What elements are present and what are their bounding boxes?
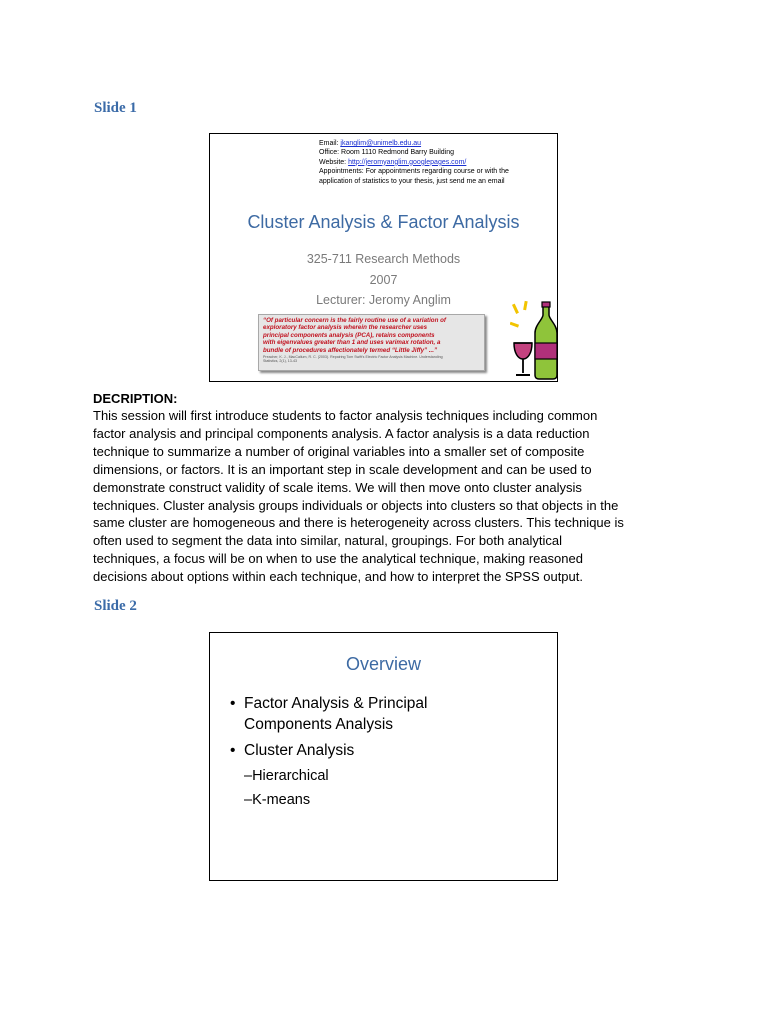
quote-text: “Of particular concern is the fairly routine use of a variation of exploratory factor analysis wherein the researcher uses principal components analysis (PCA), retains components with eigenvalues greater than 1 and uses varimax rotation, a bundle of procedures affectionately termed “Little Jiffy” ...” — [263, 317, 446, 354]
appointments-text-1: Appointments: For appointments regarding course or with the — [319, 168, 509, 176]
bullet-icon: • — [230, 695, 236, 712]
slide-1-heading: Slide 1 — [94, 100, 137, 116]
list-item: • Cluster Analysis — [230, 742, 355, 759]
sub-item-kmeans: –K-means — [244, 792, 311, 808]
contact-info: Email: jkanglim@unimelb.edu.au Office: Room 1110 Redmond Barry Building Website: http://jeromyanglim.googlepages.com/ Appointments: For appointments regarding course or with the application of statistics to your thesis, just send me an email — [319, 139, 555, 186]
course-year: 2007 — [369, 273, 398, 287]
slide-2-heading: Slide 2 — [94, 598, 137, 614]
course-code: 325-711 Research Methods — [306, 252, 461, 266]
quote-citation: Preacher, K. J., MacCallum, R. C. (2003). Repairing Tom Swift's Electric Factor Analysis Machine. Understanding Statistics, 2(1), 13-43 — [263, 355, 443, 364]
slide-1-thumbnail — [209, 133, 558, 382]
list-item: • Factor Analysis & Principal Components Analysis — [230, 695, 428, 733]
sub-item-hierarchical: –Hierarchical — [244, 768, 329, 784]
slide-1-title: Cluster Analysis & Factor Analysis — [247, 212, 520, 232]
description-heading: DECRIPTION: — [93, 391, 178, 406]
slide-2-thumbnail — [209, 632, 558, 881]
office-text: Office: Room 1110 Redmond Barry Building — [319, 149, 455, 157]
overview-list — [230, 693, 428, 814]
slide-2-title: Overview — [345, 654, 421, 674]
wine-bottle-glass-icon — [510, 299, 558, 381]
website-link[interactable]: http://jeromyanglim.googlepages.com/ — [348, 158, 467, 166]
lecturer-name: Lecturer: Jeromy Anglim — [316, 293, 451, 307]
bullet-icon: • — [230, 742, 236, 759]
description-body: This session will first introduce students to factor analysis techniques including common factor analysis and principal components analysis. A factor analysis is a data reduction technique to summarize a number of original variables into a smaller set of composite dimensions, or factors. It is an important step in scale development and can be used to demonstrate construct validity of scale items. We will then move onto cluster analysis techniques. Cluster analysis groups individuals or objects into clusters so that objects in the same cluster are homogeneous and there is heterogeneity across clusters. This technique is often used to segment the data into similar, natural, groupings. For both analytical techniques, a focus will be on when to use the analytical technique, making reasoned decisions about options within each technique, and how to interpret the SPSS output. — [93, 408, 624, 585]
email-link[interactable]: jkanglim@unimelb.edu.au — [340, 140, 422, 147]
quote-callout — [258, 314, 485, 371]
appointments-text-2: application of statistics to your thesis, just send me an email — [319, 177, 505, 185]
